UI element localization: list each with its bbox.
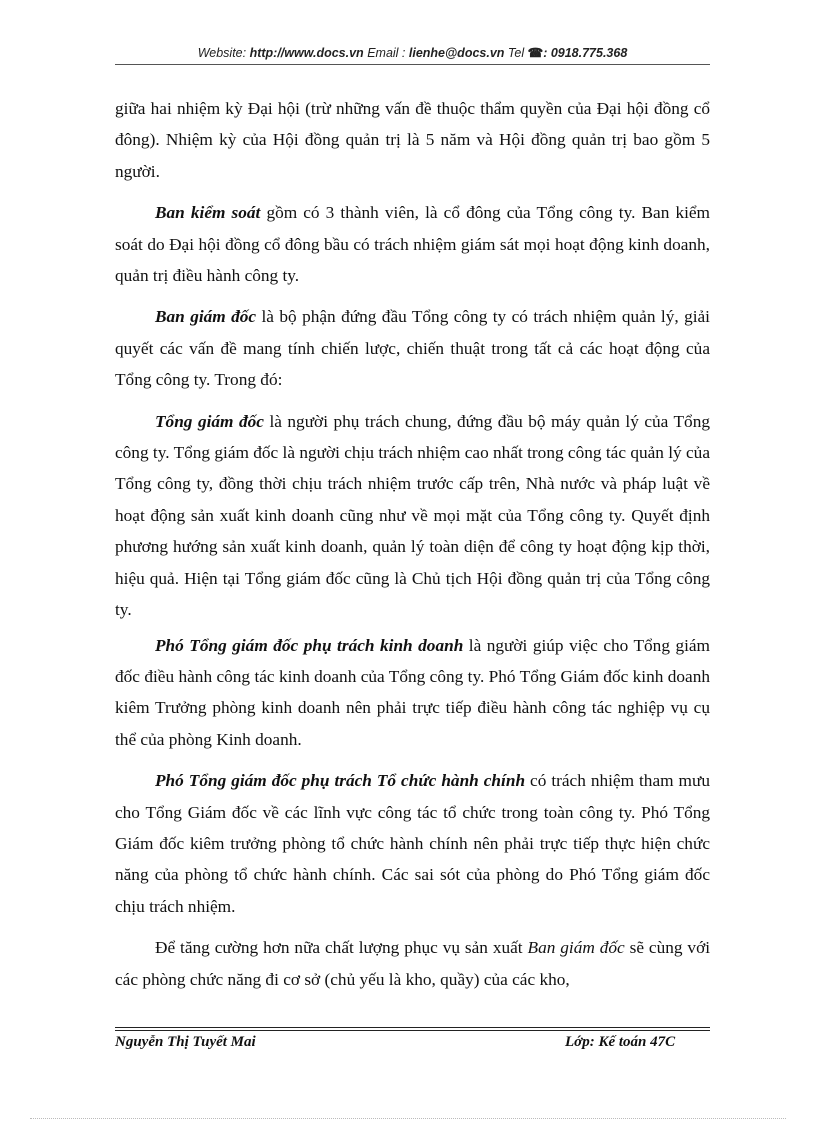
page-bottom-border bbox=[30, 1118, 786, 1119]
term-pho-tgd-kinh-doanh: Phó Tổng giám đốc phụ trách kinh doanh bbox=[155, 635, 464, 655]
footer-author: Nguyễn Thị Tuyết Mai bbox=[115, 1034, 256, 1050]
paragraph-2 bbox=[115, 197, 710, 291]
paragraph-4-text: là người phụ trách chung, đứng đầu bộ máy quản lý của Tổng công ty. Tổng giám đốc là người chịu trách nhiệm cao nhất trong công tác quản lý của Tổng công ty, đồng thời chịu trách nhiệm trước cấp trên, Nhà nước và pháp luật về hoạt động sản xuất kinh doanh cũng như về mọi mặt của Tổng công ty. Quyết định phương hướng sản xuất kinh doanh, quản lý toàn diện để công ty hoạt động kịp thời, hiệu quả. Hiện tại Tổng giám đốc cũng là Chủ tịch Hội đồng quản trị của Tổng công ty. bbox=[115, 411, 710, 620]
website-url[interactable]: http://www.docs.vn bbox=[249, 46, 364, 60]
phone-number: : 0918.775.368 bbox=[543, 46, 628, 60]
phone-icon: ☎ bbox=[527, 46, 544, 60]
paragraph-1-text: giữa hai nhiệm kỳ Đại hội (trừ những vấn đề thuộc thẩm quyền của Đại hội đồng cổ đông). Nhiệm kỳ của Hội đồng quản trị là 5 năm và Hội đồng quản trị bao gồm 5 người. bbox=[115, 99, 710, 181]
email-address[interactable]: lienhe@docs.vn bbox=[408, 46, 505, 60]
footer-class: Lớp: Kế toán 47C bbox=[565, 1034, 676, 1050]
paragraph-7 bbox=[115, 932, 710, 995]
header-divider bbox=[115, 64, 710, 65]
page-header bbox=[115, 45, 710, 60]
paragraph-7-italic: Ban giám đốc bbox=[527, 938, 625, 958]
term-ban-giam-doc: Ban giám đốc bbox=[155, 307, 257, 327]
paragraph-7-text-b: sẽ cùng với các phòng chức năng đi cơ sở (chủ yếu là kho, quầy) của các kho, bbox=[115, 938, 711, 989]
paragraph-5 bbox=[115, 630, 710, 756]
paragraph-7-text-a: Để tăng cường hơn nữa chất lượng phục vụ sản xuất bbox=[155, 938, 528, 958]
paragraph-6 bbox=[115, 765, 710, 922]
paragraph-4 bbox=[115, 406, 710, 626]
paragraph-5-text: là người giúp việc cho Tổng giám đốc điều hành công tác kinh doanh của Tổng công ty. Phó Tổng Giám đốc kinh doanh kiêm Trưởng phòng kinh doanh nên phải trực tiếp điều hành công tác nghiệp vụ cụ thể của phòng Kinh doanh. bbox=[115, 635, 711, 749]
term-pho-tgd-to-chuc: Phó Tổng giám đốc phụ trách Tổ chức hành chính bbox=[155, 771, 526, 791]
website-label: Website: bbox=[197, 46, 247, 60]
paragraph-2-text: gồm có 3 thành viên, là cổ đông của Tổng công ty. Ban kiểm soát do Đại hội đồng cổ đông bầu có trách nhiệm giám sát mọi hoạt động kinh doanh, quản trị điều hành công ty. bbox=[115, 203, 710, 286]
term-tong-giam-doc: Tổng giám đốc bbox=[155, 411, 264, 431]
paragraph-1 bbox=[115, 93, 710, 187]
email-label: Email : bbox=[367, 46, 406, 60]
paragraph-6-text: có trách nhiệm tham mưu cho Tổng Giám đốc về các lĩnh vực công tác tổ chức trong toàn công ty. Phó Tổng Giám đốc kiêm trưởng phòng tổ chức hành chính nên phải trực tiếp thực hiện chức năng của phòng tổ chức hành chính. Các sai sót của phòng do Phó Tổng giám đốc chịu trách nhiệm. bbox=[115, 771, 710, 916]
term-ban-kiem-soat: Ban kiểm soát bbox=[155, 203, 261, 223]
footer-divider bbox=[115, 1027, 710, 1031]
paragraph-3-text: là bộ phận đứng đầu Tổng công ty có trách nhiệm quản lý, giải quyết các vấn đề mang tính chiến lược, chiến thuật trong tất cả các hoạt động của Tổng công ty. Trong đó: bbox=[115, 307, 710, 390]
tel-label: Tel bbox=[507, 46, 525, 60]
document-body bbox=[115, 93, 710, 995]
paragraph-3 bbox=[115, 301, 710, 395]
